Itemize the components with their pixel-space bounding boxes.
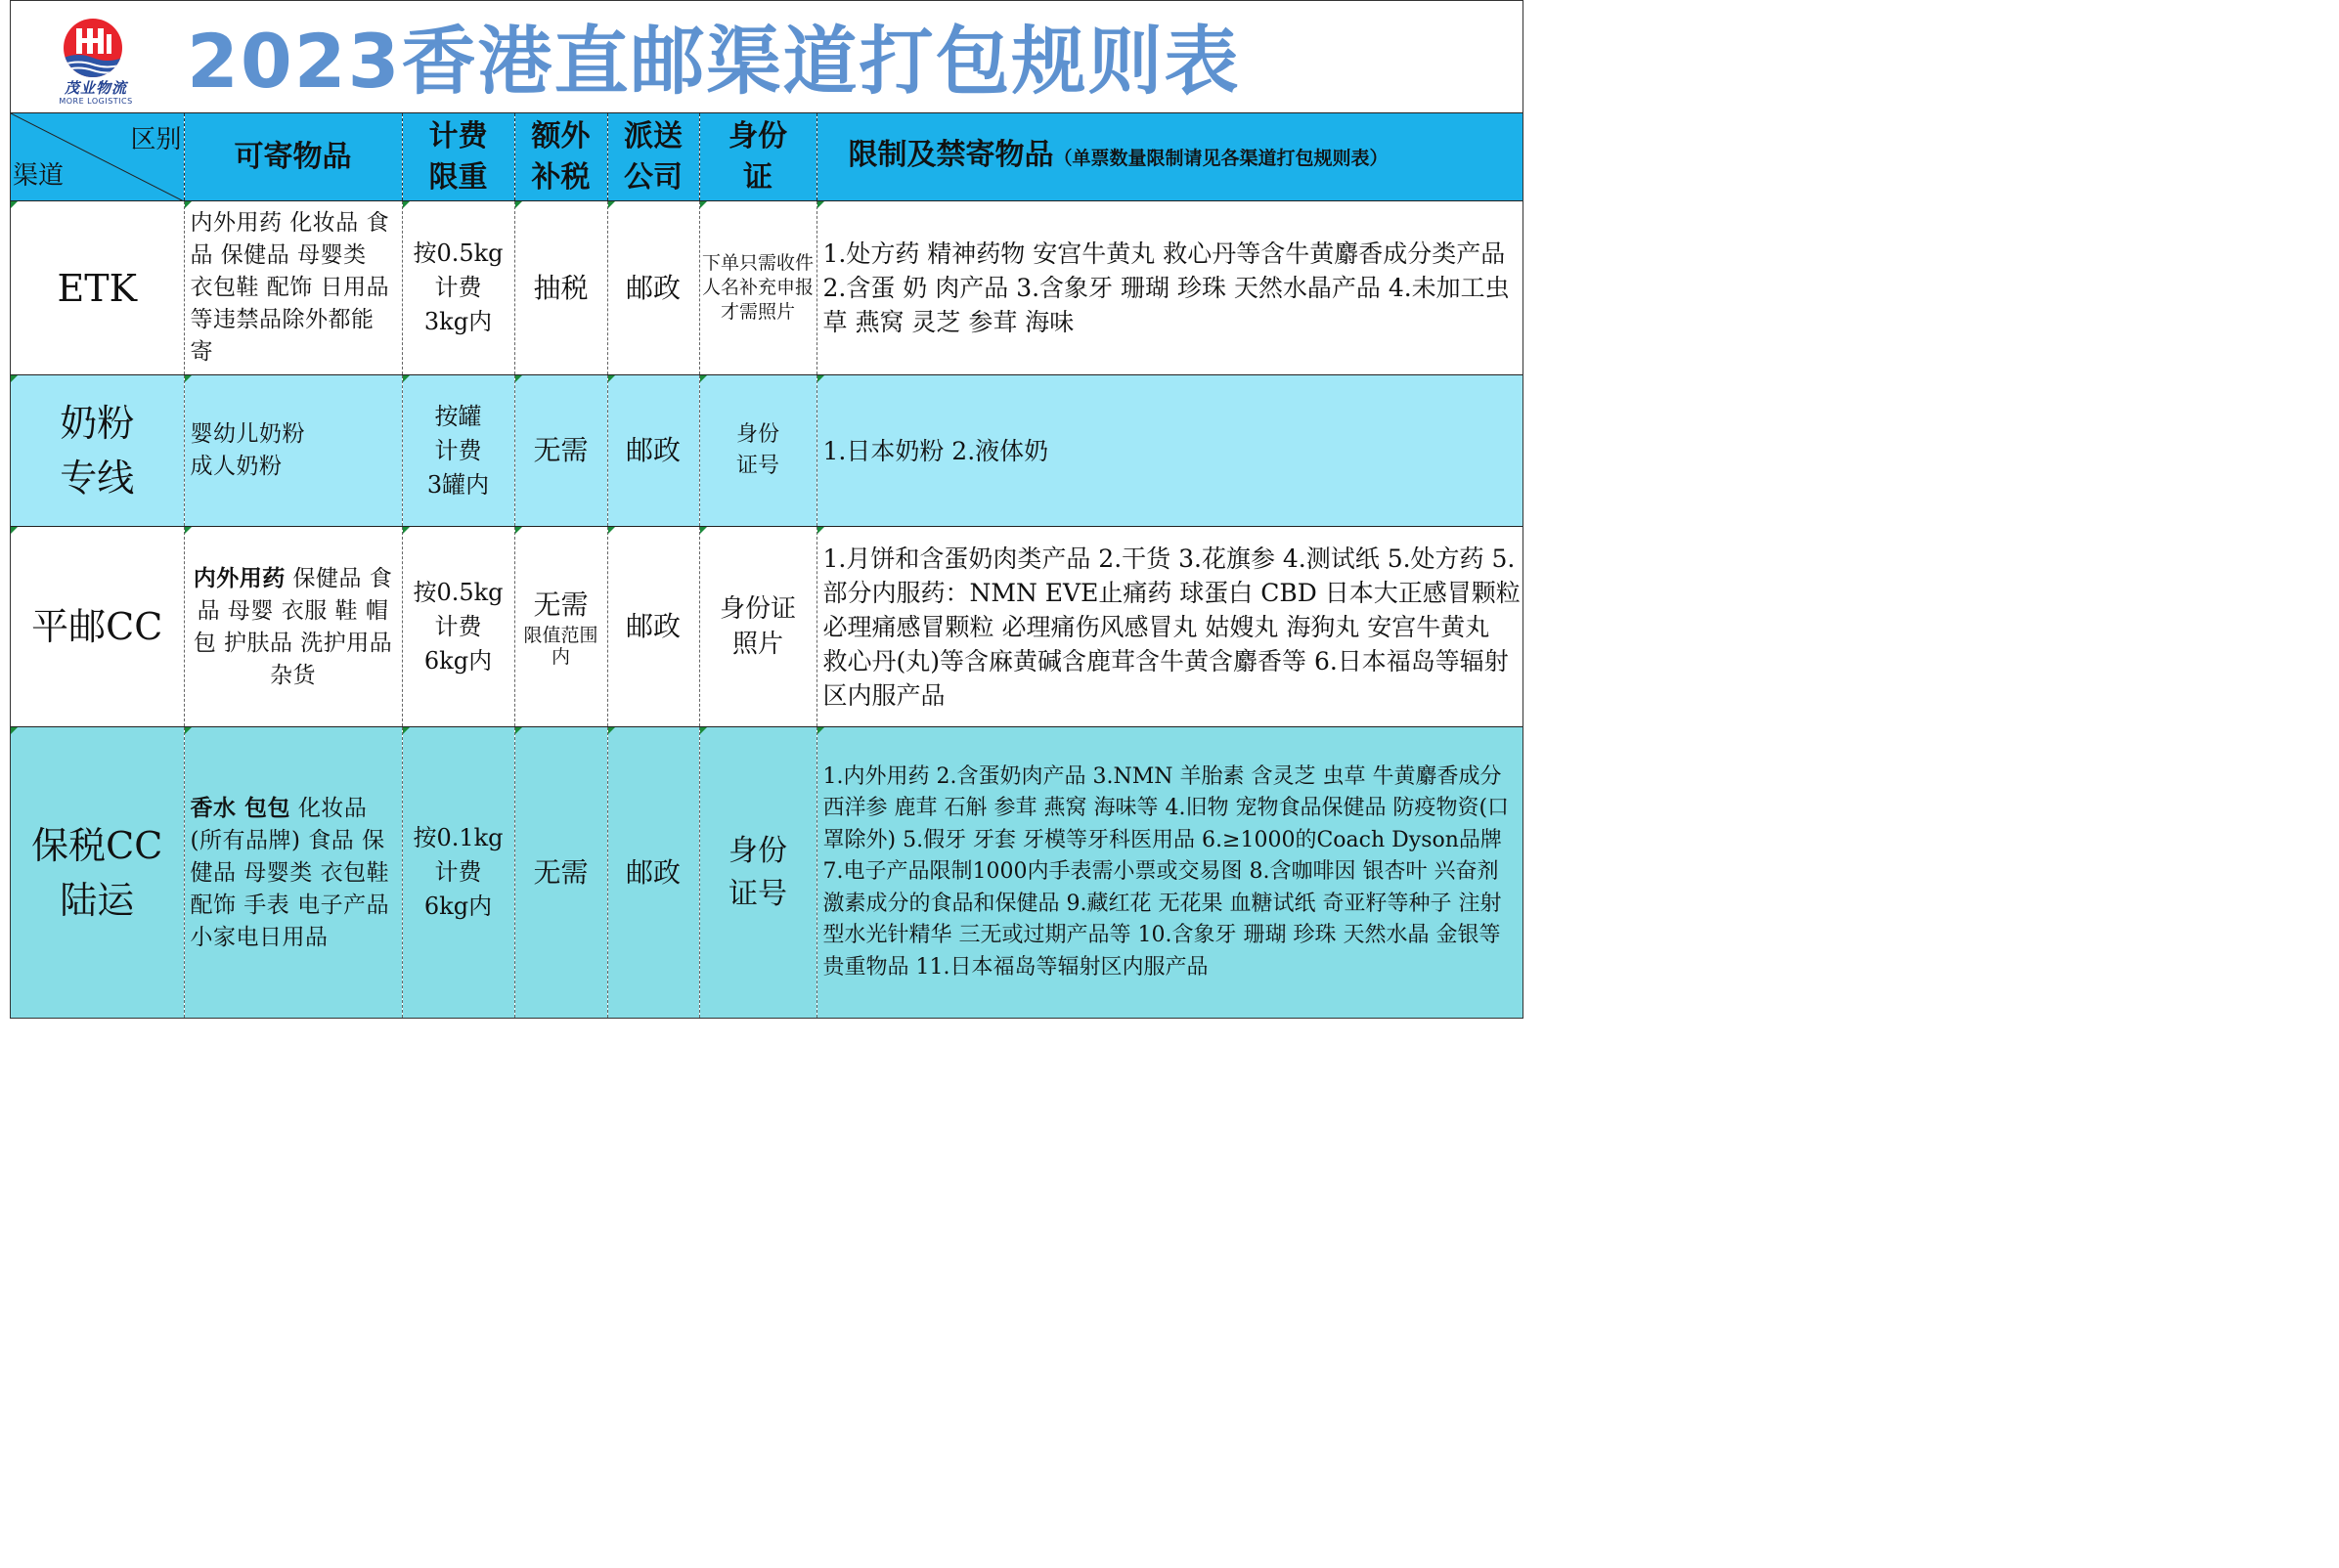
column-header-restrictions — [816, 113, 1523, 201]
channel-name-line2: 陆运 — [60, 878, 135, 922]
allowed-items — [184, 527, 402, 727]
corner-header-cell — [11, 113, 184, 201]
weight-line: 按0.5kg — [413, 578, 504, 606]
weight-line: 按罐 — [434, 402, 482, 430]
rules-table — [11, 112, 1523, 1019]
id-line1: 身份 — [735, 422, 779, 447]
delivery-company: 邮政 — [607, 727, 699, 1019]
channel-name-line1: 奶粉 — [60, 402, 135, 445]
table-row-bonded-cc — [11, 727, 1523, 1019]
logo-name: 茂业物流 — [64, 79, 127, 97]
header-row — [11, 113, 1523, 201]
column-header-company-line1: 派送 — [624, 118, 683, 153]
delivery-company: 邮政 — [607, 527, 699, 727]
weight-limit — [402, 201, 514, 375]
corner-label-category: 区别 — [130, 125, 182, 154]
allowed-items — [184, 727, 402, 1019]
weight-line: 计费 — [434, 612, 482, 640]
table-row-milk-powder — [11, 375, 1523, 527]
id-requirement — [699, 375, 816, 527]
allowed-items-rest: 保健品 食品 母婴 衣服 鞋 帽包 护肤品 洗护用品 杂货 — [193, 565, 393, 688]
allowed-items: 内外用药 化妆品 食品 保健品 母婴类 衣包鞋 配饰 日用品等违禁品除外都能寄 — [184, 201, 402, 375]
column-header-restrictions-note: （单票数量限制请见各渠道打包规则表） — [1053, 148, 1389, 169]
weight-limit — [402, 527, 514, 727]
channel-name: 平邮CC — [11, 527, 184, 727]
weight-line: 3kg内 — [423, 308, 493, 335]
extra-tax-value: 无需 — [533, 588, 589, 621]
allowed-item: 成人奶粉 — [190, 454, 283, 479]
allowed-items — [184, 375, 402, 527]
restricted-items: 1.日本奶粉 2.液体奶 — [816, 375, 1523, 527]
weight-line: 按0.5kg — [413, 240, 504, 267]
restricted-items: 1.内外用药 2.含蛋奶肉产品 3.NMN 羊胎素 含灵芝 虫草 牛黄麝香成分 西洋参 鹿茸 石斛 参茸 燕窝 海味等 4.旧物 宠物食品保健品 防疫物资(口罩除外) 5.假牙 牙套 牙模等牙科医用品 6.≥1000的Coach Dyson品牌 7.电子产品限制1000内手表需小票或交易图 8.含咖啡因 银杏叶 兴奋剂 激素成分的食品和保健品 9.藏红花 无花果 血糖试纸 奇亚籽等种子 注射型水光针精华 三无或过期产品等 10.含象牙 珊瑚 珍珠 天然水晶 金银等贵重物品 11.日本福岛等辐射区内服产品 — [816, 727, 1523, 1019]
extra-tax: 抽税 — [514, 201, 607, 375]
allowed-items-highlight: 香水 包包 — [190, 794, 291, 821]
channel-name — [11, 375, 184, 527]
column-header-items: 可寄物品 — [184, 113, 402, 201]
column-header-tax-line1: 额外 — [531, 118, 591, 153]
allowed-item: 婴幼儿奶粉 — [190, 421, 305, 447]
extra-tax — [514, 527, 607, 727]
weight-limit — [402, 727, 514, 1019]
weight-line: 计费 — [434, 858, 482, 886]
column-header-weight — [402, 113, 514, 201]
weight-line: 3罐内 — [426, 470, 490, 499]
channel-name-line2: 专线 — [60, 457, 135, 500]
column-header-tax-line2: 补税 — [531, 159, 591, 195]
company-logo — [42, 15, 150, 109]
id-line2: 证号 — [728, 876, 787, 911]
column-header-id-line1: 身份 — [728, 118, 787, 153]
allowed-items-highlight: 内外用药 — [193, 564, 286, 591]
column-header-company — [607, 113, 699, 201]
weight-line: 计费 — [434, 274, 482, 301]
column-header-restrictions-label: 限制及禁寄物品 — [848, 138, 1054, 172]
weight-line: 6kg内 — [423, 646, 493, 675]
column-header-weight-line1: 计费 — [428, 118, 488, 153]
id-line1: 身份证 — [719, 594, 796, 624]
column-header-company-line2: 公司 — [624, 159, 683, 195]
extra-tax: 无需 — [514, 727, 607, 1019]
weight-line: 6kg内 — [423, 893, 493, 920]
delivery-company: 邮政 — [607, 201, 699, 375]
allowed-items-rest: 化妆品(所有品牌) 食品 保健品 母婴类 衣包鞋 配饰 手表 电子产品 小家电日用品 — [190, 795, 390, 950]
rules-sheet — [10, 0, 1523, 1019]
table-row-etk — [11, 201, 1523, 375]
id-line1: 身份 — [728, 833, 787, 868]
id-requirement: 下单只需收件人名补充申报才需照片 — [699, 201, 816, 375]
channel-name — [11, 727, 184, 1019]
weight-limit — [402, 375, 514, 527]
channel-name-line1: 保税CC — [31, 823, 163, 867]
column-header-id — [699, 113, 816, 201]
column-header-weight-line2: 限重 — [428, 159, 488, 195]
id-line2: 照片 — [731, 630, 783, 659]
id-requirement — [699, 527, 816, 727]
page-title: 2023香港直邮渠道打包规则表 — [187, 18, 1241, 105]
extra-tax: 无需 — [514, 375, 607, 527]
channel-name: ETK — [11, 201, 184, 375]
delivery-company: 邮政 — [607, 375, 699, 527]
id-requirement — [699, 727, 816, 1019]
logo-mark-icon — [64, 19, 122, 77]
restricted-items: 1.处方药 精神药物 安宫牛黄丸 救心丹等含牛黄麝香成分类产品 2.含蛋 奶 肉产品 3.含象牙 珊瑚 珍珠 天然水晶产品 4.未加工虫草 燕窝 灵芝 参茸 海味 — [816, 201, 1523, 375]
corner-label-channel: 渠道 — [13, 161, 65, 191]
table-row-surface-cc — [11, 527, 1523, 727]
weight-line: 按0.1kg — [413, 824, 504, 851]
weight-line: 计费 — [434, 436, 482, 464]
id-line2: 证号 — [735, 454, 779, 478]
logo-subtitle: MORE LOGISTICS — [59, 97, 133, 106]
column-header-id-line2: 证 — [743, 159, 772, 195]
column-header-tax — [514, 113, 607, 201]
restricted-items: 1.月饼和含蛋奶肉类产品 2.干货 3.花旗参 4.测试纸 5.处方药 5.部分内服药：NMN EVE止痛药 球蛋白 CBD 日本大正感冒颗粒 必理痛感冒颗粒 必理痛伤风感冒丸 姑嫂丸 海狗丸 安宫牛黄丸 救心丹(丸)等含麻黄碱含鹿茸含牛黄含麝香等 6.日本福岛等辐射区内服产品 — [816, 527, 1523, 727]
extra-tax-note: 限值范围内 — [523, 625, 598, 668]
